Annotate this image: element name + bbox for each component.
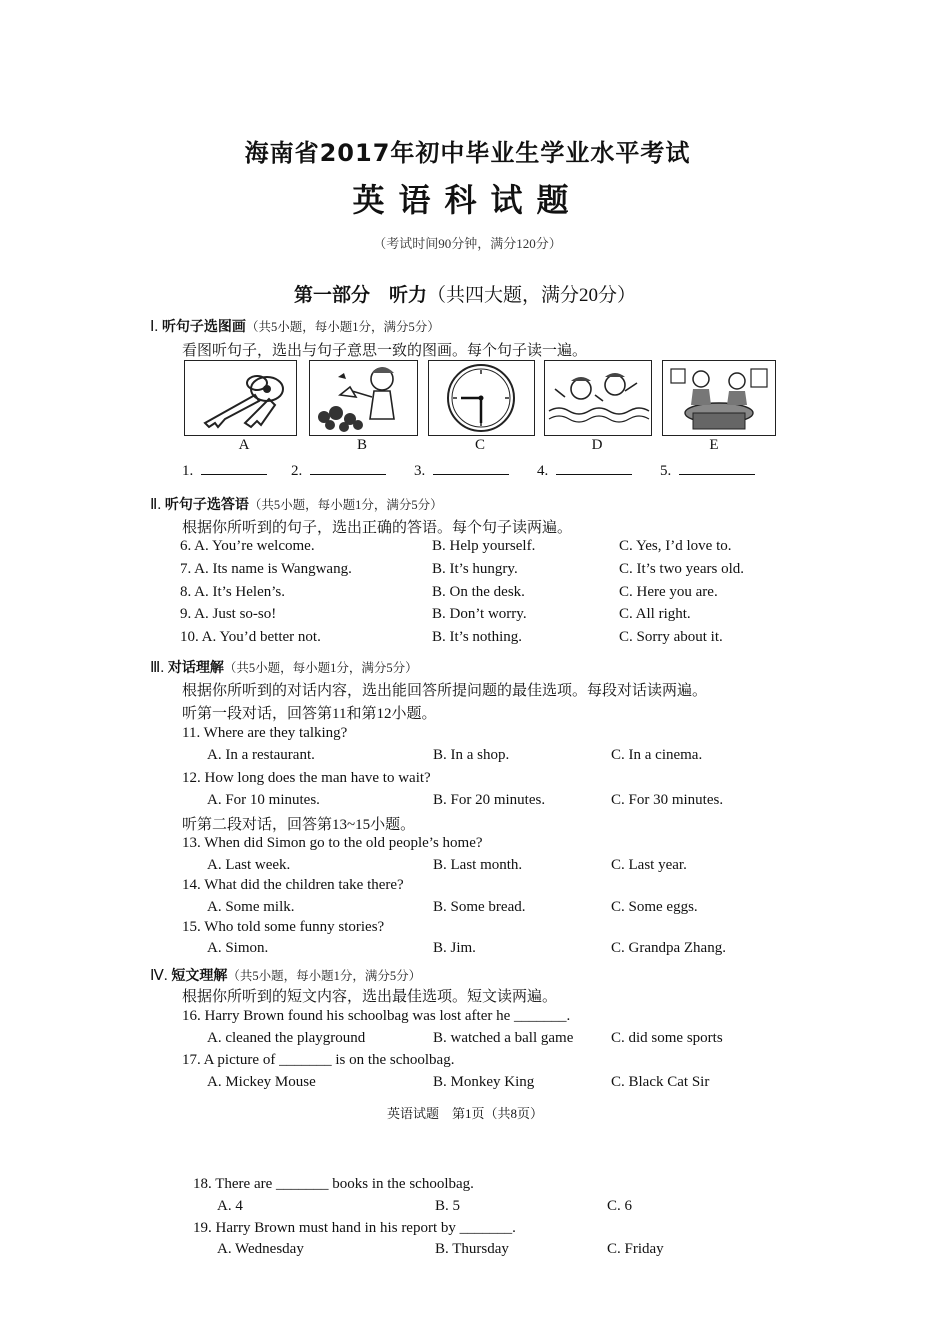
question-stem: 17. A picture of _______ is on the schoolbag. bbox=[182, 1052, 455, 1068]
part-one-heading bbox=[0, 280, 930, 307]
section-1-note: （共5小题，每小题1分，满分5分） bbox=[245, 320, 440, 334]
section-2-heading bbox=[150, 494, 443, 514]
exam-time-note: （考试时间90分钟，满分120分） bbox=[373, 236, 562, 251]
section-2-note: （共5小题，每小题1分，满分5分） bbox=[248, 498, 443, 512]
question-option[interactable]: B. Don’t worry. bbox=[432, 606, 527, 622]
section-1-title: 听句子选图画 bbox=[161, 319, 246, 335]
picture-e bbox=[662, 360, 776, 436]
question-option[interactable]: C. All right. bbox=[619, 606, 691, 622]
answer-blank-4[interactable] bbox=[537, 460, 632, 480]
question-option[interactable]: B. It’s hungry. bbox=[432, 561, 518, 577]
exam-subject: 英语科试题 bbox=[352, 181, 583, 219]
question-option[interactable]: C. Friday bbox=[607, 1241, 664, 1257]
answer-blank-1[interactable] bbox=[182, 460, 267, 480]
part-one-note: （共四大题，满分20分） bbox=[427, 285, 637, 306]
clock-icon bbox=[429, 361, 534, 435]
section-4-note: （共5小题，每小题1分，满分5分） bbox=[227, 969, 422, 983]
picture-a bbox=[184, 360, 297, 436]
question-stem: 11. Where are they talking? bbox=[182, 725, 348, 741]
picture-label-c: C bbox=[474, 437, 485, 453]
question-option[interactable]: 10. A. You’d better not. bbox=[180, 629, 321, 645]
answer-blank-number: 2. bbox=[291, 463, 303, 479]
question-option[interactable]: B. It’s nothing. bbox=[432, 629, 523, 645]
question-option[interactable]: A. Last week. bbox=[207, 857, 291, 873]
girl-watering-flowers-icon bbox=[310, 361, 417, 435]
section-1-heading bbox=[150, 316, 440, 336]
question-option[interactable]: B. Jim. bbox=[433, 940, 476, 956]
question-option[interactable]: B. In a shop. bbox=[433, 747, 510, 763]
question-stem: 18. There are _______ books in the schoolbag. bbox=[193, 1176, 474, 1192]
picture-c bbox=[428, 360, 535, 436]
section-3-number: Ⅲ. bbox=[150, 660, 165, 676]
answer-blank-number: 5. bbox=[660, 463, 672, 479]
question-option[interactable]: C. 6 bbox=[607, 1198, 633, 1214]
question-option[interactable]: A. 4 bbox=[217, 1198, 243, 1214]
section-3-instruction: 根据你所听到的对话内容，选出能回答所提问题的最佳选项。每段对话读两遍。 bbox=[182, 683, 708, 699]
section-2-instruction: 根据你所听到的句子，选出正确的答语。每个句子读两遍。 bbox=[182, 520, 573, 536]
answer-blank-5[interactable] bbox=[660, 460, 755, 480]
answer-blank-number: 4. bbox=[537, 463, 549, 479]
dialog-1-instruction: 听第一段对话，回答第11和第12小题。 bbox=[182, 706, 437, 722]
question-option[interactable]: A. Some milk. bbox=[207, 899, 295, 915]
question-option[interactable]: B. Last month. bbox=[433, 857, 523, 873]
question-option[interactable]: B. Thursday bbox=[435, 1241, 509, 1257]
section-4-title: 短文理解 bbox=[171, 968, 228, 984]
answer-blank-number: 1. bbox=[182, 463, 194, 479]
page-footer: 英语试题 第1页（共8页） bbox=[386, 1106, 543, 1121]
question-option[interactable]: C. Black Cat Sir bbox=[611, 1074, 710, 1090]
question-option[interactable]: C. Last year. bbox=[611, 857, 687, 873]
dialog-2-instruction: 听第二段对话，回答第13~15小题。 bbox=[182, 817, 416, 833]
answer-blank-3[interactable] bbox=[414, 460, 509, 480]
section-2-number: Ⅱ. bbox=[150, 497, 162, 513]
question-option[interactable]: B. Monkey King bbox=[433, 1074, 535, 1090]
question-stem: 14. What did the children take there? bbox=[182, 877, 404, 893]
question-option[interactable]: B. On the desk. bbox=[432, 584, 525, 600]
question-option[interactable]: A. Wednesday bbox=[217, 1241, 304, 1257]
boys-swimming-icon bbox=[545, 361, 651, 435]
question-stem: 12. How long does the man have to wait? bbox=[182, 770, 431, 786]
picture-label-e: E bbox=[709, 437, 719, 453]
question-option[interactable]: 6. A. You’re welcome. bbox=[180, 538, 315, 554]
question-stem: 15. Who told some funny stories? bbox=[182, 919, 385, 935]
question-option[interactable]: 8. A. It’s Helen’s. bbox=[180, 584, 285, 600]
answer-blank-number: 3. bbox=[414, 463, 426, 479]
section-1-instruction: 看图听句子，选出与句子意思一致的图画。每个句子读一遍。 bbox=[182, 343, 588, 359]
section-3-note: （共5小题，每小题1分，满分5分） bbox=[223, 661, 418, 675]
question-option[interactable]: A. Simon. bbox=[207, 940, 269, 956]
question-option[interactable]: C. In a cinema. bbox=[611, 747, 703, 763]
question-option[interactable]: A. Mickey Mouse bbox=[207, 1074, 316, 1090]
section-3-heading bbox=[150, 657, 418, 677]
question-option[interactable]: A. cleaned the playground bbox=[207, 1030, 366, 1046]
question-option[interactable]: C. Some eggs. bbox=[611, 899, 698, 915]
question-option[interactable]: C. Sorry about it. bbox=[619, 629, 723, 645]
question-option[interactable]: 9. A. Just so-so! bbox=[180, 606, 277, 622]
exam-title: 海南省2017年初中毕业生学业水平考试 bbox=[244, 139, 691, 167]
question-stem: 19. Harry Brown must hand in his report by _______. bbox=[193, 1220, 516, 1236]
question-option[interactable]: B. watched a ball game bbox=[433, 1030, 574, 1046]
question-option[interactable]: C. did some sports bbox=[611, 1030, 723, 1046]
picture-label-d: D bbox=[591, 437, 603, 453]
section-2-title: 听句子选答语 bbox=[164, 497, 249, 513]
question-option[interactable]: C. Yes, I’d love to. bbox=[619, 538, 732, 554]
section-1-number: Ⅰ. bbox=[150, 319, 159, 335]
question-option[interactable]: B. Some bread. bbox=[433, 899, 526, 915]
question-option[interactable]: B. 5 bbox=[435, 1198, 461, 1214]
picture-label-b: B bbox=[356, 437, 367, 453]
section-4-number: Ⅳ. bbox=[150, 968, 168, 984]
question-stem: 13. When did Simon go to the old people’s home? bbox=[182, 835, 483, 851]
section-3-title: 对话理解 bbox=[167, 660, 224, 676]
key-icon bbox=[185, 361, 296, 435]
answer-blank-2[interactable] bbox=[291, 460, 386, 480]
question-option[interactable]: C. Here you are. bbox=[619, 584, 718, 600]
section-4-instruction: 根据你所听到的短文内容，选出最佳选项。短文读两遍。 bbox=[182, 989, 558, 1005]
picture-d bbox=[544, 360, 652, 436]
question-option[interactable]: C. For 30 minutes. bbox=[611, 792, 724, 808]
section-4-heading bbox=[150, 965, 421, 985]
question-option[interactable]: A. For 10 minutes. bbox=[207, 792, 320, 808]
question-option[interactable]: C. Grandpa Zhang. bbox=[611, 940, 726, 956]
part-one-name: 第一部分 听力 bbox=[293, 284, 427, 306]
question-stem: 16. Harry Brown found his schoolbag was lost after he _______. bbox=[182, 1008, 571, 1024]
question-option[interactable]: C. It’s two years old. bbox=[619, 561, 744, 577]
question-option[interactable]: 7. A. Its name is Wangwang. bbox=[180, 561, 352, 577]
picture-b bbox=[309, 360, 418, 436]
question-option[interactable]: B. For 20 minutes. bbox=[433, 792, 546, 808]
picture-label-a: A bbox=[238, 437, 250, 453]
question-option[interactable]: B. Help yourself. bbox=[432, 538, 536, 554]
question-option[interactable]: A. In a restaurant. bbox=[207, 747, 315, 763]
family-dinner-icon bbox=[663, 361, 775, 435]
